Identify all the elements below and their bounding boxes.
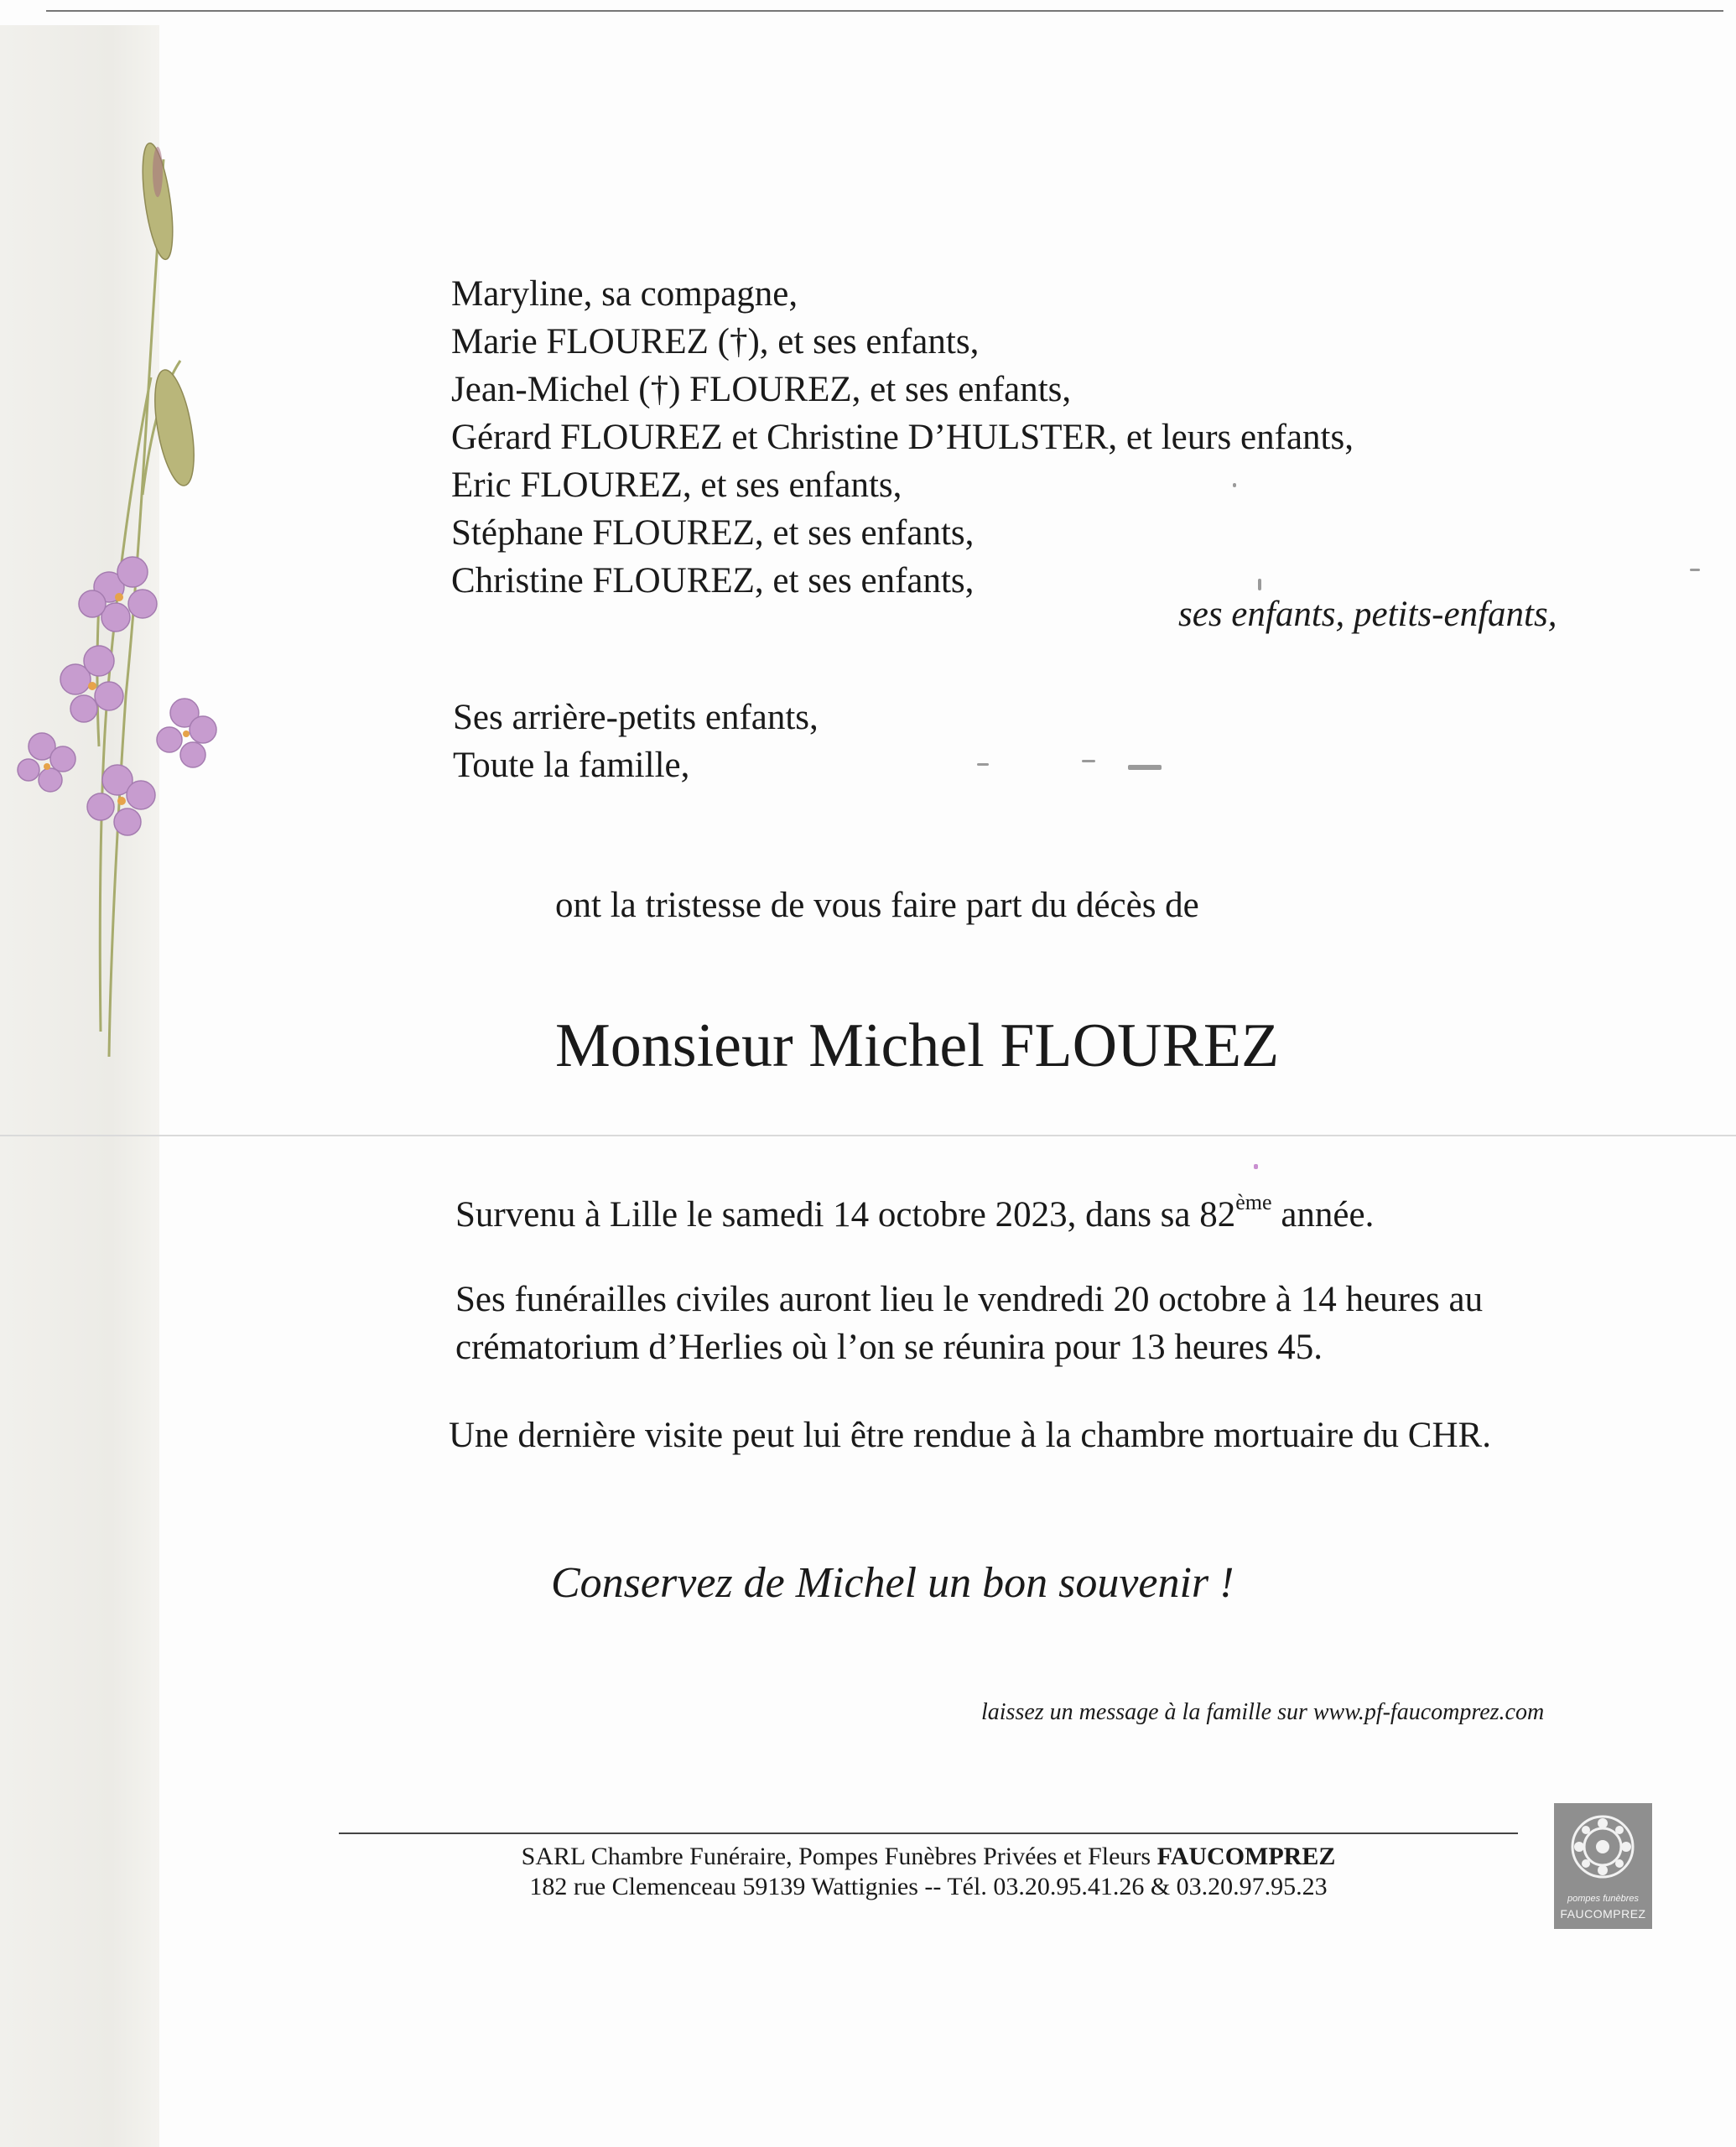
floral-illustration	[17, 109, 243, 1065]
family-line: Christine FLOUREZ, et ses enfants,	[451, 561, 975, 600]
top-rule	[46, 10, 1723, 12]
scan-speck	[977, 763, 989, 766]
family-line: Jean-Michel (†) FLOUREZ, et ses enfants,	[451, 370, 1072, 409]
death-text: Survenu à Lille le samedi 14 octobre 2023, dans sa 82	[455, 1195, 1236, 1235]
family-line: Toute la famille,	[453, 746, 690, 785]
footer-rule	[339, 1832, 1518, 1834]
website-message: laissez un message à la famille sur www.pf-faucomprez.com	[981, 1699, 1545, 1725]
scan-speck	[1082, 760, 1095, 762]
footer-company	[339, 1842, 1518, 1872]
funeral-details	[455, 1276, 1483, 1371]
family-list	[451, 270, 1354, 605]
logo-name: FAUCOMPREZ	[1560, 1907, 1646, 1921]
family-summary: ses enfants, petits-enfants,	[1178, 595, 1557, 634]
logo-subtitle: pompes funèbres	[1567, 1894, 1639, 1904]
closing-phrase: Conservez de Michel un bon souvenir !	[551, 1559, 1234, 1607]
family-line: Stéphane FLOUREZ, et ses enfants,	[451, 513, 975, 553]
footer-brand: FAUCOMPREZ	[1156, 1843, 1336, 1870]
family-line: Eric FLOUREZ, et ses enfants,	[451, 465, 902, 505]
fold-line	[0, 1135, 1736, 1136]
scan-speck	[1254, 1164, 1258, 1169]
death-text-end: année.	[1271, 1195, 1375, 1235]
scan-speck	[1233, 483, 1236, 487]
funeral-line: crématorium d’Herlies où l’on se réunira pour 13 heures 45.	[455, 1328, 1323, 1367]
family-line: Ses arrière-petits enfants,	[453, 698, 819, 737]
family-list-extended	[453, 694, 819, 789]
footer-company-text: SARL Chambre Funéraire, Pompes Funèbres Privées et Fleurs	[521, 1843, 1157, 1870]
family-line: Gérard FLOUREZ et Christine D’HULSTER, et leurs enfants,	[451, 418, 1354, 457]
ordinal-suffix: ème	[1235, 1190, 1272, 1214]
death-details	[455, 1191, 1374, 1239]
family-line: Maryline, sa compagne,	[451, 274, 798, 314]
footer-address: 182 rue Clemenceau 59139 Wattignies -- Tél. 03.20.95.41.26 & 03.20.97.95.23	[529, 1873, 1328, 1900]
family-line: Marie FLOUREZ (†), et ses enfants,	[451, 322, 980, 361]
scan-speck	[1690, 569, 1700, 571]
announcement-intro: ont la tristesse de vous faire part du décès de	[555, 886, 1199, 925]
visit-details: Une dernière visite peut lui être rendue à la chambre mortuaire du CHR.	[449, 1416, 1491, 1455]
scan-speck	[1258, 579, 1261, 590]
flower-emblem-icon	[1554, 1803, 1652, 1894]
deceased-name: Monsieur Michel FLOUREZ	[555, 1011, 1280, 1080]
funeral-line: Ses funérailles civiles auront lieu le vendredi 20 octobre à 14 heures au	[455, 1280, 1484, 1319]
company-logo	[1554, 1803, 1652, 1929]
scan-speck	[1128, 765, 1162, 770]
